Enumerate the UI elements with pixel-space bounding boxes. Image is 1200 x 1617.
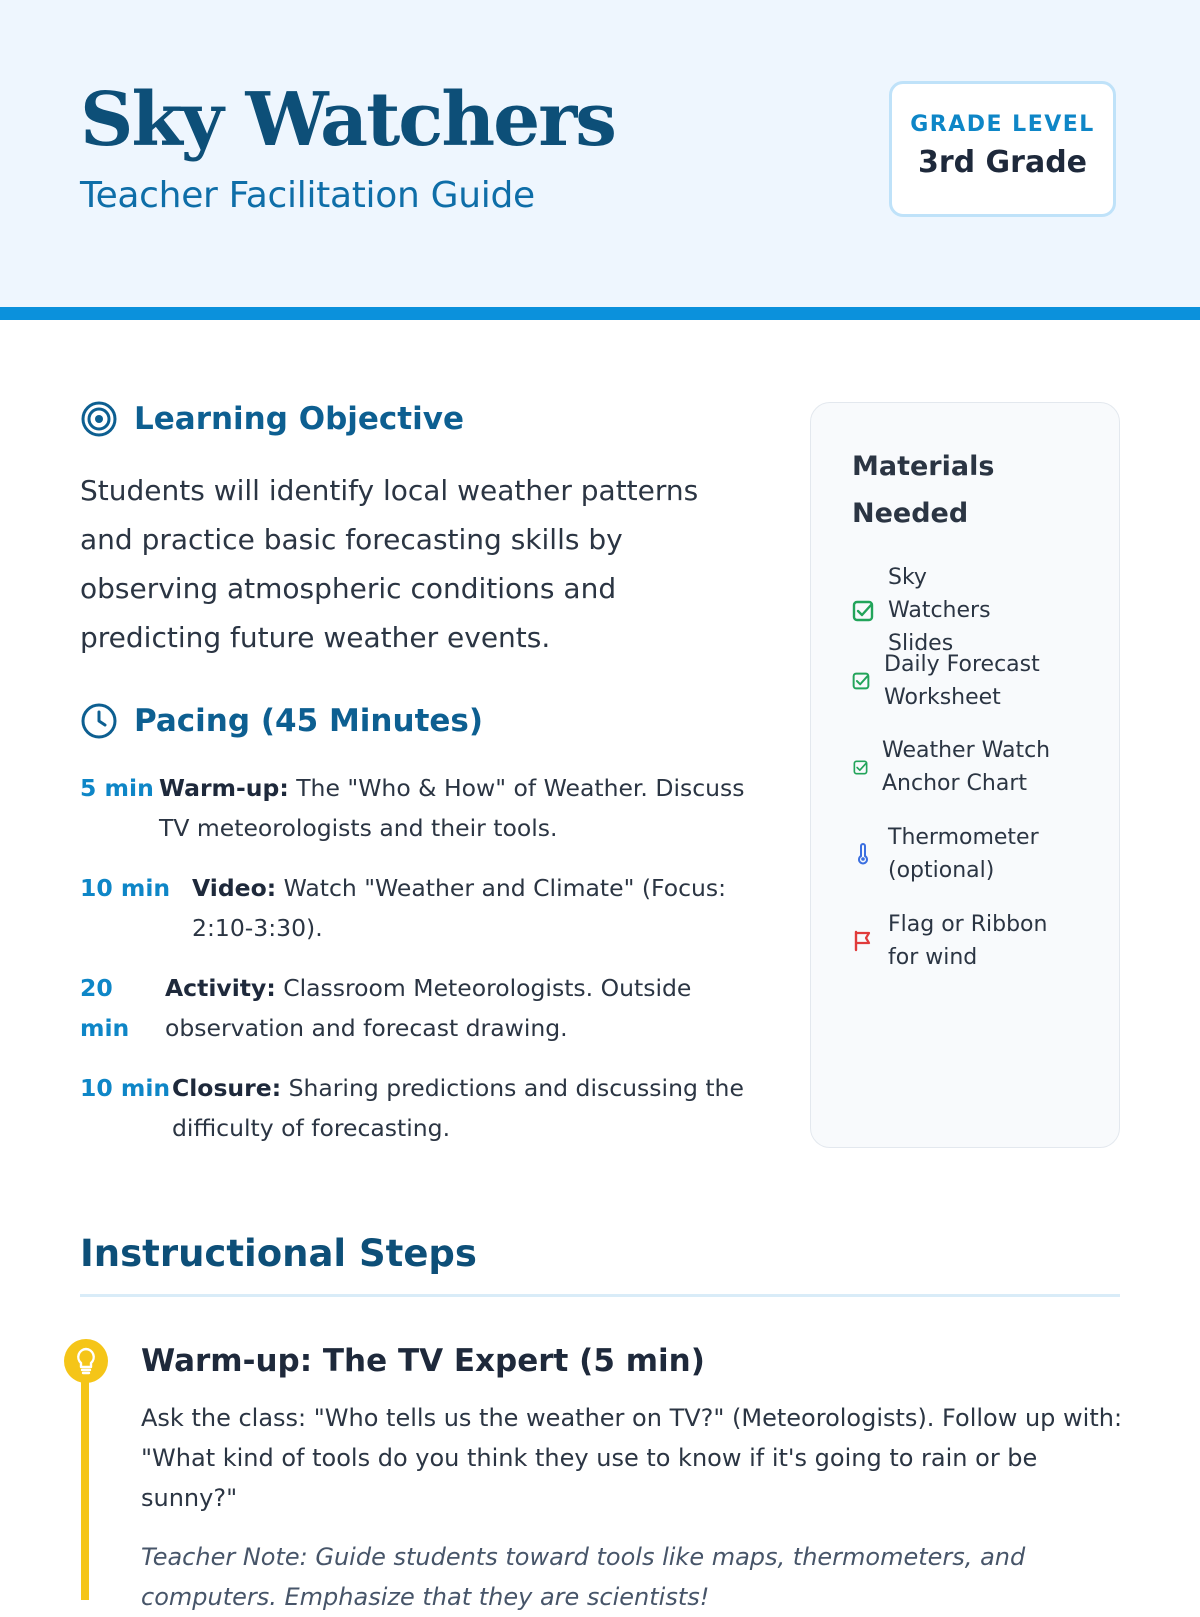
step-timeline-bar <box>81 1360 89 1600</box>
materials-item <box>852 648 1052 714</box>
pacing-item <box>80 1068 750 1148</box>
step-description: Ask the class: "Who tells us the weather on TV?" (Meteorologists). Follow up with: "What kind of tools do you think they use to know if it's going to rain or be sunny?" <box>141 1404 1123 1512</box>
steps-heading: Instructional Steps <box>80 1232 477 1275</box>
step-marker <box>64 1339 108 1383</box>
flag-icon <box>852 930 874 952</box>
header-banner <box>0 0 1200 320</box>
pacing-detail: Watch "Weather and Climate" (Focus: 2:10-3:30). <box>192 874 727 942</box>
objective-text: Students will identify local weather patterns and practice basic forecasting skills by observing atmospheric conditions and predicting future weather events. <box>80 474 699 654</box>
checkbox-icon <box>852 672 870 690</box>
pacing-item <box>80 768 750 848</box>
thermometer-icon <box>852 843 874 865</box>
pacing-detail: Sharing predictions and discussing the difficulty of forecasting. <box>172 1074 744 1142</box>
pacing-time: 10 min <box>80 1074 171 1102</box>
pacing-detail: The "Who & How" of Weather. Discuss TV meteorologists and their tools. <box>159 774 745 842</box>
checkbox-icon <box>852 760 868 775</box>
materials-item-label: Thermometer (optional) <box>888 825 1039 883</box>
pacing-time: 5 min <box>80 774 154 802</box>
lightbulb-icon <box>73 1346 99 1376</box>
materials-item <box>852 821 1042 887</box>
target-icon <box>80 400 118 438</box>
materials-heading: Materials Needed <box>852 451 995 529</box>
pacing-description <box>192 868 750 948</box>
pacing-label: Closure: <box>172 1074 282 1102</box>
pacing-heading <box>80 702 483 740</box>
grade-level-label: GRADE LEVEL <box>910 112 1095 137</box>
teacher-note: Teacher Note: Guide students toward tools like maps, thermometers, and computers. Emphasize that they are scientists! <box>141 1543 1026 1611</box>
pacing-time: 10 min <box>80 874 171 902</box>
pacing-item <box>80 968 750 1048</box>
materials-item <box>852 561 1012 660</box>
pacing-label: Video: <box>192 874 277 902</box>
page-title: Sky Watchers <box>80 77 615 163</box>
grade-level-value: 3rd Grade <box>917 145 1088 180</box>
pacing-label: Activity: <box>165 974 276 1002</box>
step-title: Warm-up: The TV Expert (5 min) <box>141 1343 705 1379</box>
pacing-description <box>159 768 750 848</box>
pacing-description <box>172 1068 750 1148</box>
checkbox-icon <box>852 600 874 622</box>
objective-heading-text: Learning Objective <box>134 401 464 437</box>
pacing-description <box>165 968 750 1048</box>
materials-card <box>810 402 1120 1148</box>
pacing-label: Warm-up: <box>159 774 289 802</box>
page-subtitle: Teacher Facilitation Guide <box>80 175 535 216</box>
materials-item <box>852 734 1062 800</box>
pacing-heading-text: Pacing (45 Minutes) <box>134 703 484 739</box>
materials-item <box>852 908 1082 974</box>
materials-item-label: Daily Forecast Worksheet <box>884 652 1040 710</box>
materials-item-label: Sky Watchers Slides <box>888 565 991 656</box>
section-divider <box>80 1294 1120 1297</box>
pacing-time: 20 min <box>80 974 130 1042</box>
clock-icon <box>80 702 118 740</box>
materials-item-label: Flag or Ribbon for wind <box>888 912 1048 970</box>
grade-level-card <box>889 81 1116 217</box>
objective-heading <box>80 400 464 438</box>
pacing-detail: Classroom Meteorologists. Outside observation and forecast drawing. <box>165 974 692 1042</box>
pacing-item <box>80 868 750 948</box>
materials-item-label: Weather Watch Anchor Chart <box>882 738 1051 796</box>
